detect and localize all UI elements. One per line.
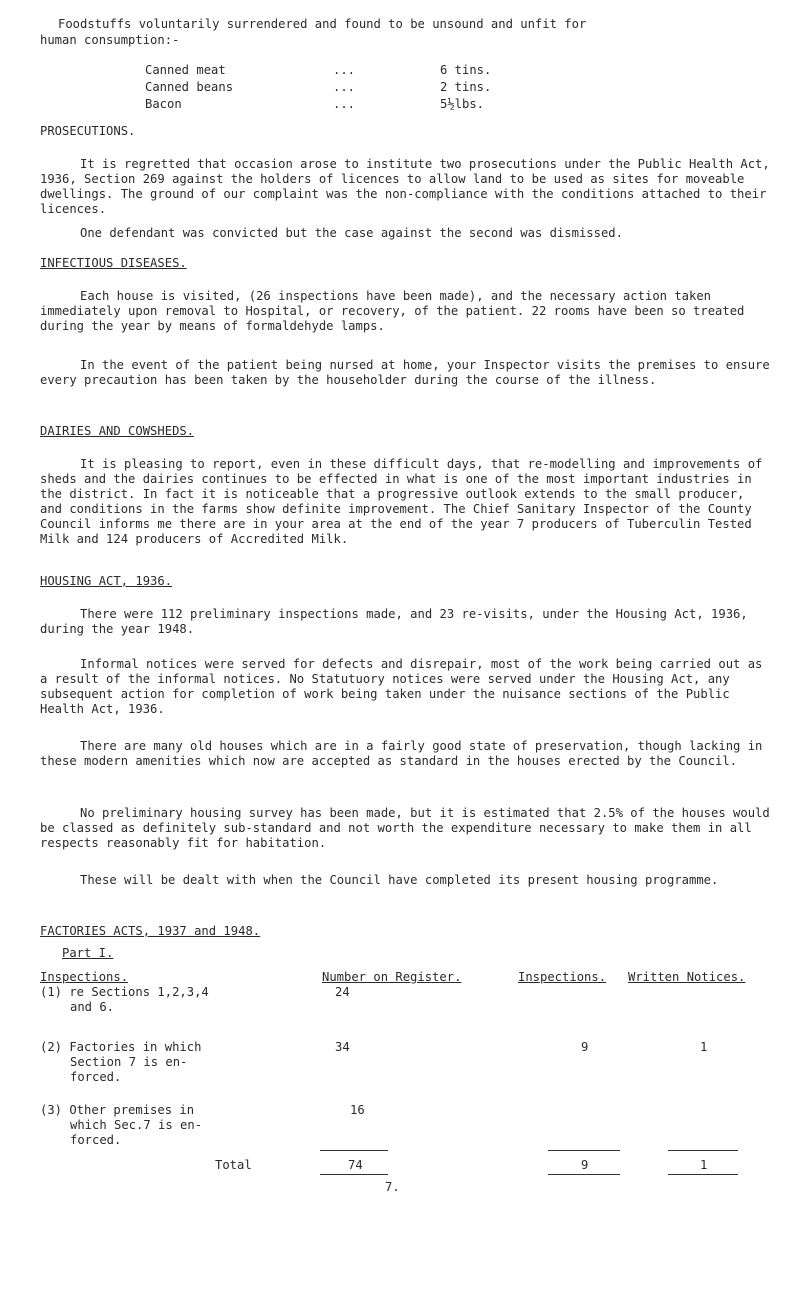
infectious-diseases-heading: INFECTIOUS DISEASES. — [40, 256, 187, 270]
divider — [320, 1150, 388, 1151]
infectious-paragraph-2: In the event of the patient being nursed at home, your Inspector visits the premises to ensure every precaution has been taken by the householder during the course of the illness. — [40, 358, 770, 387]
header-inspections: Inspections. — [518, 970, 607, 984]
header-inspections-label: Inspections. — [40, 970, 129, 984]
housing-act-heading: HOUSING ACT, 1936. — [40, 574, 173, 588]
infectious-paragraph-1: Each house is visited, (26 inspections have been made), and the necessary action taken immediately upon removal to Hospital, or recovery, of the patient. 22 rooms have been so treated during the year by means of formaldehyde lamps. — [40, 289, 745, 333]
divider — [548, 1174, 620, 1175]
divider — [668, 1150, 738, 1151]
housing-paragraph-1: There were 112 preliminary inspections made, and 23 re-visits, under the Housing Act, 1936, during the year 1948. — [40, 607, 748, 636]
header-written-notices: Written Notices. — [628, 970, 746, 984]
prosecutions-heading: PROSECUTIONS. — [40, 124, 136, 138]
dairies-paragraph: It is pleasing to report, even in these difficult days, that re-modelling and improvements of sheds and the dairies continues to be effected in what is one of the most important industries in the district. In fact it is noticeable that a progressive outlook extends to the small producer, and conditions in the farms show definite improvement. The Chief Sanitary Inspector of the County Council informs me there are in your area at the end of the year 7 producers of Tuberculin Tested Milk and 124 producers of Accredited Milk. — [40, 457, 763, 546]
dairies-heading: DAIRIES AND COWSHEDS. — [40, 424, 195, 438]
housing-paragraph-3: There are many old houses which are in a fairly good state of preservation, though lacking in these modern amenities which now are accepted as standard in the houses erected by the Council. — [40, 739, 763, 768]
total-label: Total — [215, 1158, 252, 1172]
total-notices: 1 — [700, 1158, 708, 1172]
total-inspections: 9 — [581, 1158, 589, 1172]
header-register: Number on Register. — [322, 970, 462, 984]
divider — [548, 1150, 620, 1151]
total-register: 74 — [348, 1158, 363, 1172]
page-number: 7. — [385, 1180, 400, 1194]
housing-paragraph-2: Informal notices were served for defects and disrepair, most of the work being carried out as a result of the informal notices. No Statutuory notices were served under the Housing Act, any subsequent action for completion of work being taken under the nuisance sections of the Public Health Act, 1936. — [40, 657, 763, 716]
divider — [668, 1174, 738, 1175]
intro-line-1: Foodstuffs voluntarily surrendered and found to be unsound and unfit for — [58, 17, 587, 31]
prosecutions-paragraph-2: One defendant was convicted but the case against the second was dismissed. — [80, 226, 623, 240]
document-page: Foodstuffs voluntarily surrendered and found to be unsound and unfit for human consumption:- Canned meat ... 6 tins. Canned beans ... 2 tins. Bacon ... 5½lbs. PROSECUTIONS. It is regretted that occasion arose to institute two prosecutions under the Public Health Act, 1936, Section 269 against the holders of licences to allow land to be used as sites for moveable dwellings. The ground of our complaint was the non-compliance with the conditions attached to their licences. One defendant was convicted but the case against the second was dismissed. INFECTIOUS DISEASES. Each house is visited, (26 inspections have been made), and the necessary action taken immediately upon removal to Hospital, or recovery, of the patient. 22 rooms have been so treated during the year by means of formaldehyde lamps. In the event of the patient being nursed at home, your Inspector visits the premises to ensure every precaution has been taken by the householder during the course of the illness. DAIRIES AND COWSHEDS. It is pleasing to report, even in these difficult days, that re-modelling and improvements of sheds and the dairies continues to be effected in what is one of the most important industries in the district. In fact it is noticeable that a progressive outlook extends to the small producer, and conditions in the farms show definite improvement. The Chief Sanitary Inspector of the County Council informs me there are in your area at the end of the year 7 producers of Tuberculin Tested Milk and 124 producers of Accredited Milk. HOUSING ACT, 1936. There were 112 preliminary inspections made, and 23 re-visits, under the Housing Act, 1936, during the year 1948. Informal notices were served for defects and disrepair, most of the work being carried out as a result of the informal notices. No Statutuory notices were served under the Housing Act, any subsequent action for completion of work being taken under the nuisance sections of the Public Health Act, 1936. There are many old houses which are in a fairly good state of preservation, though lacking in these modern amenities which now are accepted as standard in the houses erected by the Council. No preliminary housing survey has been made, but it is estimated that 2.5% of the houses would be classed as definitely sub-standard and not worth the expenditure necessary to make them in all respects reasonably fit for habitation. These will be dealt with when the Council have completed its present housing programme. FACTORIES ACTS, 1937 and 1948. Part I. Inspections. Number on Register. Inspections. Written Notices. (1) re Sections 1,2,3,4 and 6. 24 (2) Factories in which Section 7 is en- forced. 34 9 1 (3) Other premises in which Sec.7 is en- forced. 16 Total 74 9 1 7. — [40, 17, 770, 1194]
factories-heading: FACTORIES ACTS, 1937 and 1948. — [40, 924, 261, 938]
intro-line-2: human consumption:- — [40, 33, 180, 47]
housing-paragraph-5: These will be dealt with when the Council have completed its present housing programme. — [80, 873, 719, 887]
factories-part-label: Part I. — [62, 946, 114, 960]
prosecutions-paragraph-1: It is regretted that occasion arose to institute two prosecutions under the Public Health Act, 1936, Section 269 against the holders of licences to allow land to be used as sites for moveable dwellings. The ground of our complaint was the non-compliance with the conditions attached to their licences. — [40, 157, 770, 216]
housing-paragraph-4: No preliminary housing survey has been made, but it is estimated that 2.5% of the houses would be classed as definitely sub-standard and not worth the expenditure necessary to make them in all respects reasonably fit for habitation. — [40, 806, 770, 850]
divider — [320, 1174, 388, 1175]
